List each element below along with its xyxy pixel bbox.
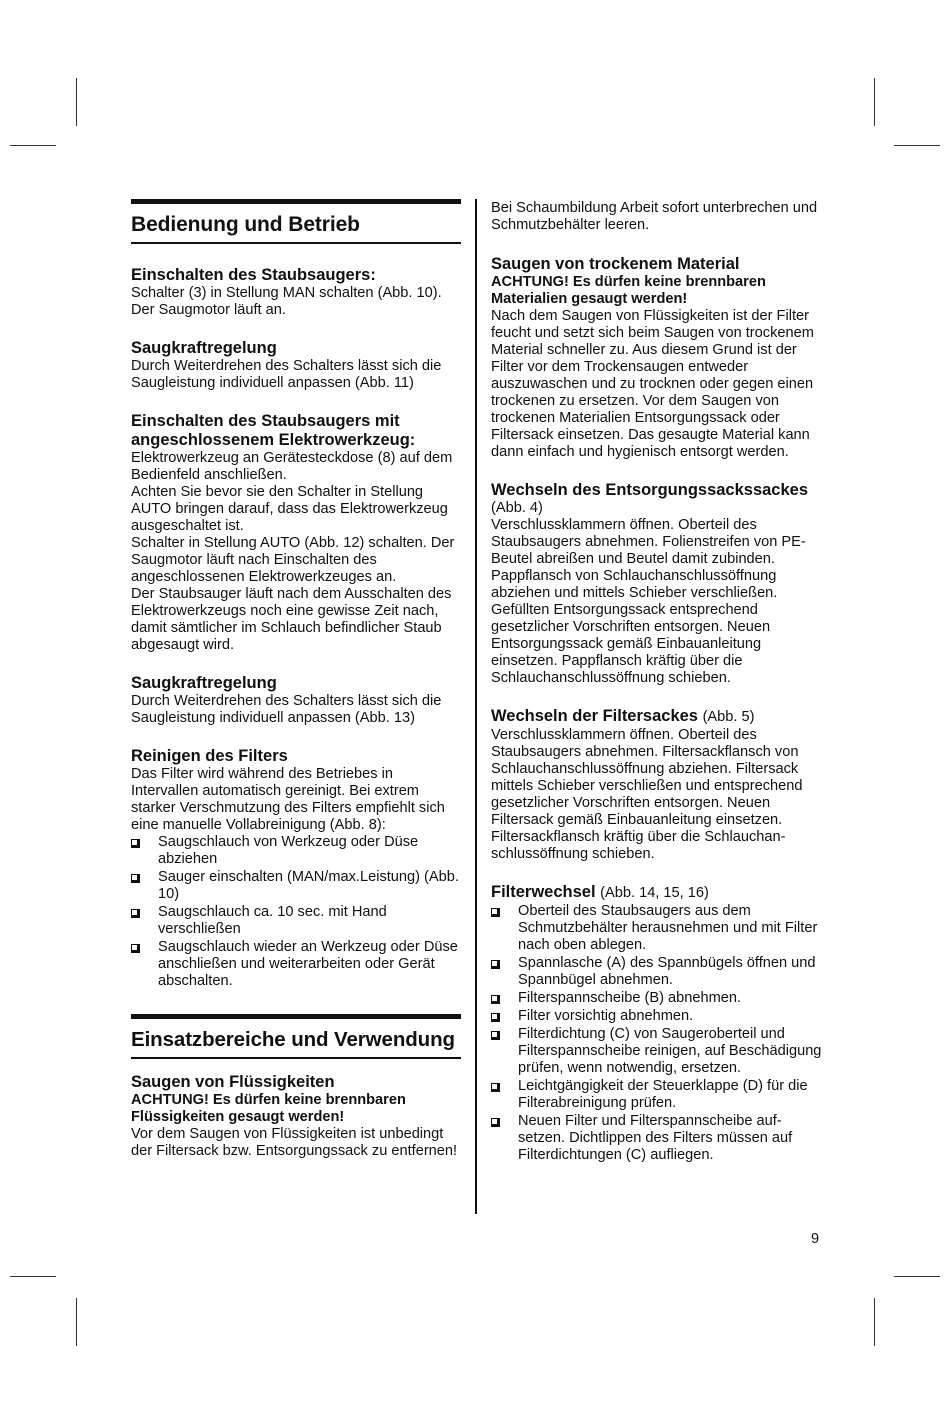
checkbox-icon (131, 874, 140, 883)
list-item: Saugschlauch von Werkzeug oder Düse abziehen (131, 834, 461, 868)
checkbox-icon (491, 908, 500, 917)
paragraph: Durch Weiterdrehen des Schalters lässt sich die Saugleistung individuell anpassen (Abb. 13) (131, 693, 442, 726)
crop-mark (10, 1276, 56, 1277)
subheading: Einschalten des Staubsaugers mit angeschlossenem Elektrowerkzeug: (131, 412, 416, 449)
crop-mark (894, 1276, 940, 1277)
section-title: Bedienung und Betrieb (131, 213, 360, 236)
checkbox-icon (491, 1031, 500, 1040)
subheading: Wechseln der Filtersackes (Abb. 5) (491, 707, 755, 725)
list-item: Spannlasche (A) des Spannbügels öffnen und Spannbügel abnehmen. (491, 955, 823, 989)
paragraph: Der Staubsauger läuft nach dem Ausschalten des Elektrowerkzeugs noch eine gewisse Zeit nach, damit sämtlicher im Schlauch befindlicher Staub abgesaugt wird. (131, 586, 452, 653)
paragraph: Verschlussklammern öffnen. Oberteil des Staubsaugers abnehmen. Folienstreifen von PE-Beutel abreißen und Beutel damit zubinden. Pappflansch von Schlauchanschlussöffnung abziehen und mittels Schieber verschließen. Gefüllten Entsorgungssack entsprechend gesetzlicher Vorschriften entsorgen. Neuen Entsorgungssack gemäß Einbauanleitung einsetzen. Pappflansch kräftig über die Schlauchanschlussöffnung schieben. (491, 517, 806, 686)
figure-reference: (Abb. 4) (491, 500, 543, 516)
checkbox-icon (131, 909, 140, 918)
checkbox-icon (491, 960, 500, 969)
list-item: Leichtgängigkeit der Steuerklappe (D) für die Filterabreinigung prüfen. (491, 1078, 823, 1112)
subheading: Saugen von trockenem Material (491, 255, 740, 273)
paragraph: Schalter in Stellung AUTO (Abb. 12) schalten. Der Saugmotor läuft nach Einschalten des angeschlossenen Elektrowerkzeuges an. (131, 535, 455, 585)
crop-mark (874, 1298, 875, 1346)
paragraph: Durch Weiterdrehen des Schalters lässt sich die Saugleistung individuell anpassen (Abb. 11) (131, 358, 442, 391)
section-heading (131, 1014, 461, 1059)
left-column (131, 199, 461, 1160)
warning-text: ACHTUNG! Es dürfen keine brennbaren Materialien gesaugt werden! (491, 274, 766, 307)
subheading: Wechseln des Entsorgungssackssackes (491, 481, 809, 499)
checkbox-icon (131, 839, 140, 848)
paragraph: Bei Schaumbildung Arbeit sofort unterbrechen und Schmutzbehälter leeren. (491, 200, 818, 233)
list-item: Saugschlauch wieder an Werkzeug oder Düse anschließen und weiterarbeiten oder Gerät abschalten. (131, 939, 461, 990)
subheading: Saugkraftregelung (131, 674, 277, 692)
subheading: Filterwechsel (Abb. 14, 15, 16) (491, 883, 709, 901)
paragraph: Nach dem Saugen von Flüssigkeiten ist der Filter feucht und setzt sich beim Saugen von trockenem Material schneller zu. Aus diesem Grund ist der Filter vor dem Trockensaugen entweder auszuwaschen und zu trocknen oder gegen einen trockenen zu ersetzen. Vor dem Saugen von trockenen Materialien Entsorgungssack oder Filtersack einsetzen. Das gesaugte Material kann dann einfach und hygienisch entsorgt werden. (491, 308, 814, 460)
checklist (491, 903, 823, 1164)
crop-mark (76, 78, 77, 126)
checkbox-icon (131, 944, 140, 953)
crop-mark (10, 145, 56, 146)
list-item: Sauger einschalten (MAN/max.Leistung) (Abb. 10) (131, 869, 461, 903)
list-item: Filter vorsichtig abnehmen. (491, 1008, 823, 1025)
list-item: Saugschlauch ca. 10 sec. mit Hand verschließen (131, 904, 461, 938)
figure-reference: (Abb. 5) (702, 709, 755, 725)
paragraph: Vor dem Saugen von Flüssigkeiten ist unbedingt der Filtersack bzw. Entsorgungssack zu entfernen! (131, 1126, 458, 1159)
crop-mark (874, 78, 875, 126)
list-item: Oberteil des Staubsaugers aus dem Schmutzbehälter herausnehmen und mit Filter nach oben ablegen. (491, 903, 823, 954)
checkbox-icon (491, 995, 500, 1004)
paragraph: Verschlussklammern öffnen. Oberteil des Staubsaugers abnehmen. Filtersackflansch von Schlauchanschlussöffnung abziehen. Filtersack mittels Schieber verschließen und entsprechend gesetzlicher Vorschriften entsorgen. Neuen Filtersack gemäß Einbauanleitung einsetzen. Filtersackflansch kräftig über die Schlauchanschlussöffnung schieben. (491, 727, 803, 862)
paragraph: Achten Sie bevor sie den Schalter in Stellung AUTO bringen darauf, dass das Elektrowerkzeug ausgeschaltet ist. (131, 484, 448, 534)
crop-mark (76, 1298, 77, 1346)
checkbox-icon (491, 1118, 500, 1127)
section-heading (131, 199, 461, 244)
right-column (491, 200, 823, 1165)
list-item: Neuen Filter und Filterspannscheibe aufsetzen. Dichtlippen des Filters müssen auf Filterdichtungen (C) aufliegen. (491, 1113, 823, 1164)
section-title: Einsatzbereiche und Verwendung (131, 1028, 455, 1051)
subheading: Saugen von Flüssigkeiten (131, 1073, 335, 1091)
paragraph: Schalter (3) in Stellung MAN schalten (Abb. 10). Der Saugmotor läuft an. (131, 285, 442, 318)
paragraph: Elektrowerkzeug an Gerätesteckdose (8) auf dem Bedienfeld anschließen. (131, 450, 453, 483)
checkbox-icon (491, 1083, 500, 1092)
subheading: Einschalten des Staubsaugers: (131, 266, 376, 284)
warning-text: ACHTUNG! Es dürfen keine brennbaren Flüssigkeiten gesaugt werden! (131, 1092, 406, 1125)
subheading: Reinigen des Filters (131, 747, 288, 765)
list-item: Filterdichtung (C) von Saugeroberteil und Filterspannscheibe reinigen, auf Beschädigung prüfen, wenn notwendig, ersetzen. (491, 1026, 823, 1077)
checklist (131, 834, 461, 990)
figure-reference: (Abb. 14, 15, 16) (600, 885, 709, 901)
page-number: 9 (811, 1231, 820, 1247)
list-item: Filterspannscheibe (B) abnehmen. (491, 990, 823, 1007)
checkbox-icon (491, 1013, 500, 1022)
subheading: Saugkraftregelung (131, 339, 277, 357)
paragraph: Das Filter wird während des Betriebes in Intervallen automatisch gereinigt. Bei extrem starker Verschmutzung des Filters empfiehlt sich eine manuelle Vollabreinigung (Abb. 8): (131, 766, 445, 833)
crop-mark (894, 145, 940, 146)
column-divider (475, 199, 477, 1214)
